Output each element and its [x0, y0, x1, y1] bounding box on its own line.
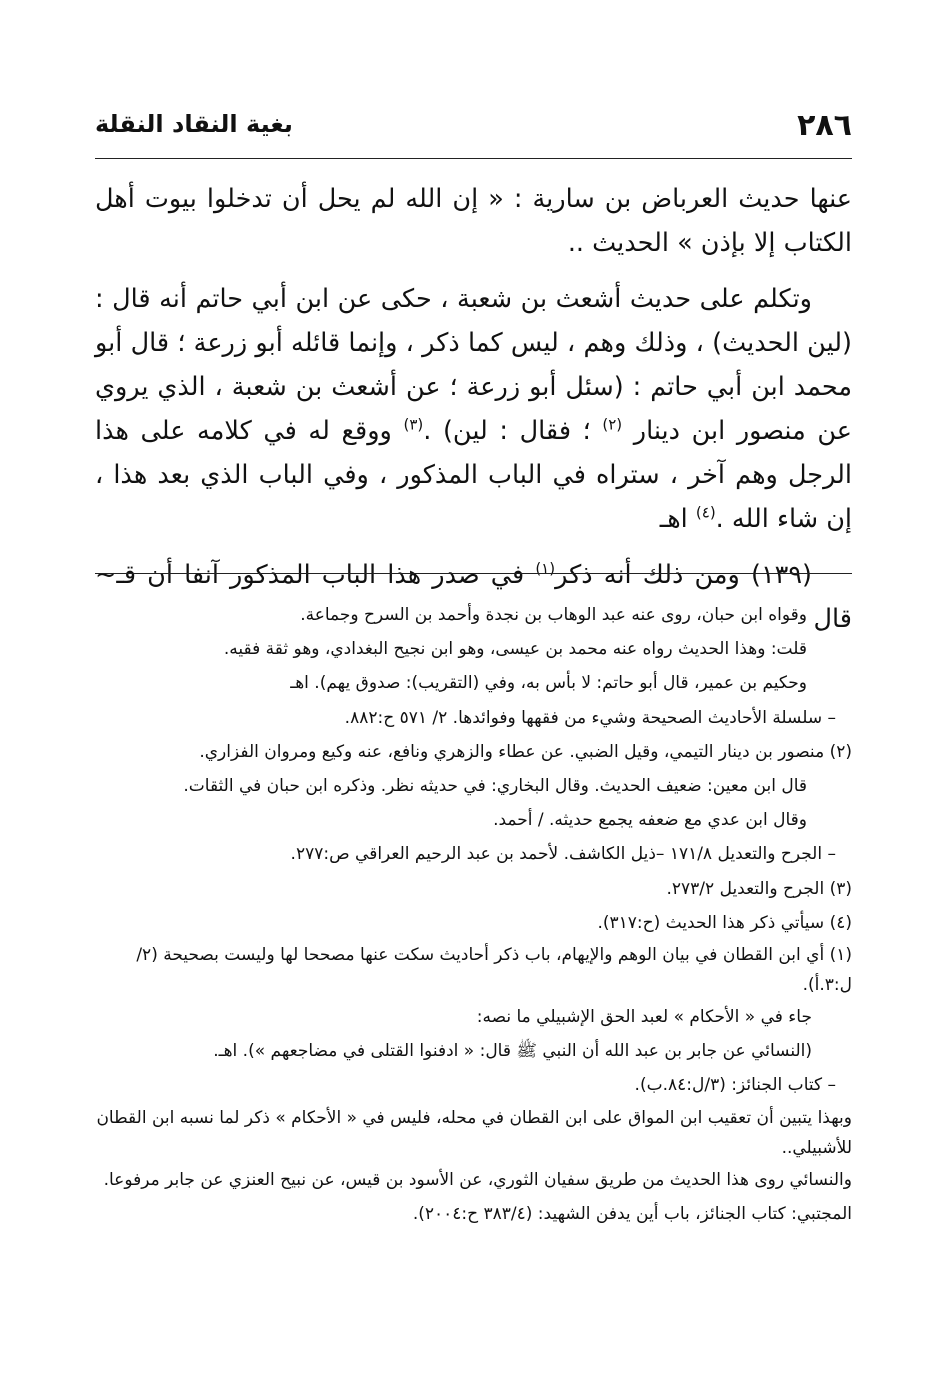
- paragraph-1: [95, 177, 852, 265]
- footnote-ref-1[interactable]: (١): [535, 559, 556, 578]
- footnote-source: – كتاب الجنائز: (٣/ل:٨٤.ب).: [634, 1075, 836, 1096]
- footnote-source: – سلسلة الأحاديث الصحيحة وشيء من فقهها وفوائدها. ٢/ ٥٧١ ح:٨٨٢.: [344, 707, 836, 728]
- paragraph-2-text-c: ووقع له في كلامه على هذا الرجل وهم آخر ، ستراه في الباب المذكور ، وفي الباب الذي بعد هذا ، إن شاء الله .: [95, 416, 852, 534]
- footnote-line: جاء في « الأحكام » لعبد الحق الإشبيلي ما نصه:: [476, 1007, 812, 1028]
- footnote-line: المجتبي: كتاب الجنائز، باب أين يدفن الشهيد: (٣٨٣/٤ ح:٢٠٠٤).: [412, 1203, 852, 1224]
- footnote-3: (٣) الجرح والتعديل ٢٧٣/٢.: [666, 878, 852, 899]
- footnote-4: (٤) سيأتي ذكر هذا الحديث (ح:٣١٧).: [597, 912, 852, 933]
- running-title: بغية النقاد النقلة: [95, 110, 293, 138]
- paragraph-1-text: عنها حديث العرباض بن سارية : « إن الله لم يحل أن تدخلوا بيوت أهل الكتاب إلا بإذن » الحديث ..: [95, 184, 852, 258]
- footnote-line: وحكيم بن عمير، قال أبو حاتم: لا بأس به، وفي (التقريب): صدوق يهم). اهـ: [290, 673, 807, 694]
- footnote-line: قال ابن معين: ضعيف الحديث. وقال البخاري: في حديثه نظر. وذكره ابن حبان في الثقات.: [183, 776, 807, 797]
- paragraph-2: [95, 277, 852, 541]
- page-number: ٢٨٦: [797, 108, 852, 143]
- paragraph-3-text-b: في صدر هذا الباب المذكور آنفا أن قـ~ قال: [95, 560, 852, 634]
- footnote-2: (٢) منصور بن دينار التيمي، وقيل الضبي. عن عطاء والزهري ونافع، عنه وكيع ومروان الفزاري.: [199, 741, 852, 762]
- footnote-line: والنسائي روى هذا الحديث من طريق سفيان الثوري، عن الأسود بن قيس، عن نبيح العنزي عن جابر مرفوعا.: [103, 1169, 852, 1190]
- paragraph-3-text-a: (١٣٩) ومن ذلك أنه ذكر: [555, 560, 812, 590]
- footnote-1: (١) أي ابن القطان في بيان الوهم والإيهام، باب ذكر أحاديث سكت عنها مصححا لها وليست بصحيحة (٢/ ل:٣.أ).: [136, 945, 852, 996]
- footnote-ref-3[interactable]: (٣): [403, 415, 424, 434]
- footnote-line: وقواه ابن حبان، روى عنه عبد الوهاب بن نجدة وأحمد بن السرح وجماعة.: [300, 605, 807, 625]
- page-header: [95, 108, 852, 154]
- paragraph-2-text-b: ؛ فقال : لين) .: [423, 416, 591, 446]
- footnote-line: وبهذا يتبين أن تعقيب ابن المواق على ابن القطان في محله، فليس في « الأحكام » ذكر لما نسبه ابن القطان للأشبيلي..: [96, 1107, 852, 1158]
- main-text: [95, 177, 852, 641]
- header-rule: [95, 158, 852, 159]
- footnote-ref-4[interactable]: (٤): [695, 503, 716, 522]
- footnote-ref-2[interactable]: (٢): [602, 415, 623, 434]
- paragraph-2-text-d: اهـ: [659, 504, 688, 534]
- footnote-line: وقال ابن عدي مع ضعفه يجمع حديثه. / أحمد.: [493, 810, 807, 831]
- footnote-line: قلت: وهذا الحديث رواه عنه محمد بن عيسى، وهو ابن نجيح البغدادي، وهو ثقة فقيه.: [223, 639, 807, 660]
- footnote-rule: [95, 573, 852, 574]
- footnotes: [95, 598, 852, 1231]
- footnote-line: (النسائي عن جابر بن عبد الله أن النبي ﷺ قال: « ادفنوا القتلى في مضاجعهم »). اهـ.: [213, 1041, 812, 1062]
- footnote-source: – الجرح والتعديل ١٧١/٨ –ذيل الكاشف. لأحمد بن عبد الرحيم العراقي ص:٢٧٧.: [290, 844, 836, 865]
- paragraph-2-text-a: وتكلم على حديث أشعث بن شعبة ، حكى عن ابن أبي حاتم أنه قال : (لين الحديث) ، وذلك وهم ، ليس كما ذكر ، وإنما قائله أبو زرعة ؛ قال أبو محمد ابن أبي حاتم : (سئل أبو زرعة ؛ عن أشعث بن شعبة ، الذي يروي عن منصور ابن دينار: [95, 284, 853, 446]
